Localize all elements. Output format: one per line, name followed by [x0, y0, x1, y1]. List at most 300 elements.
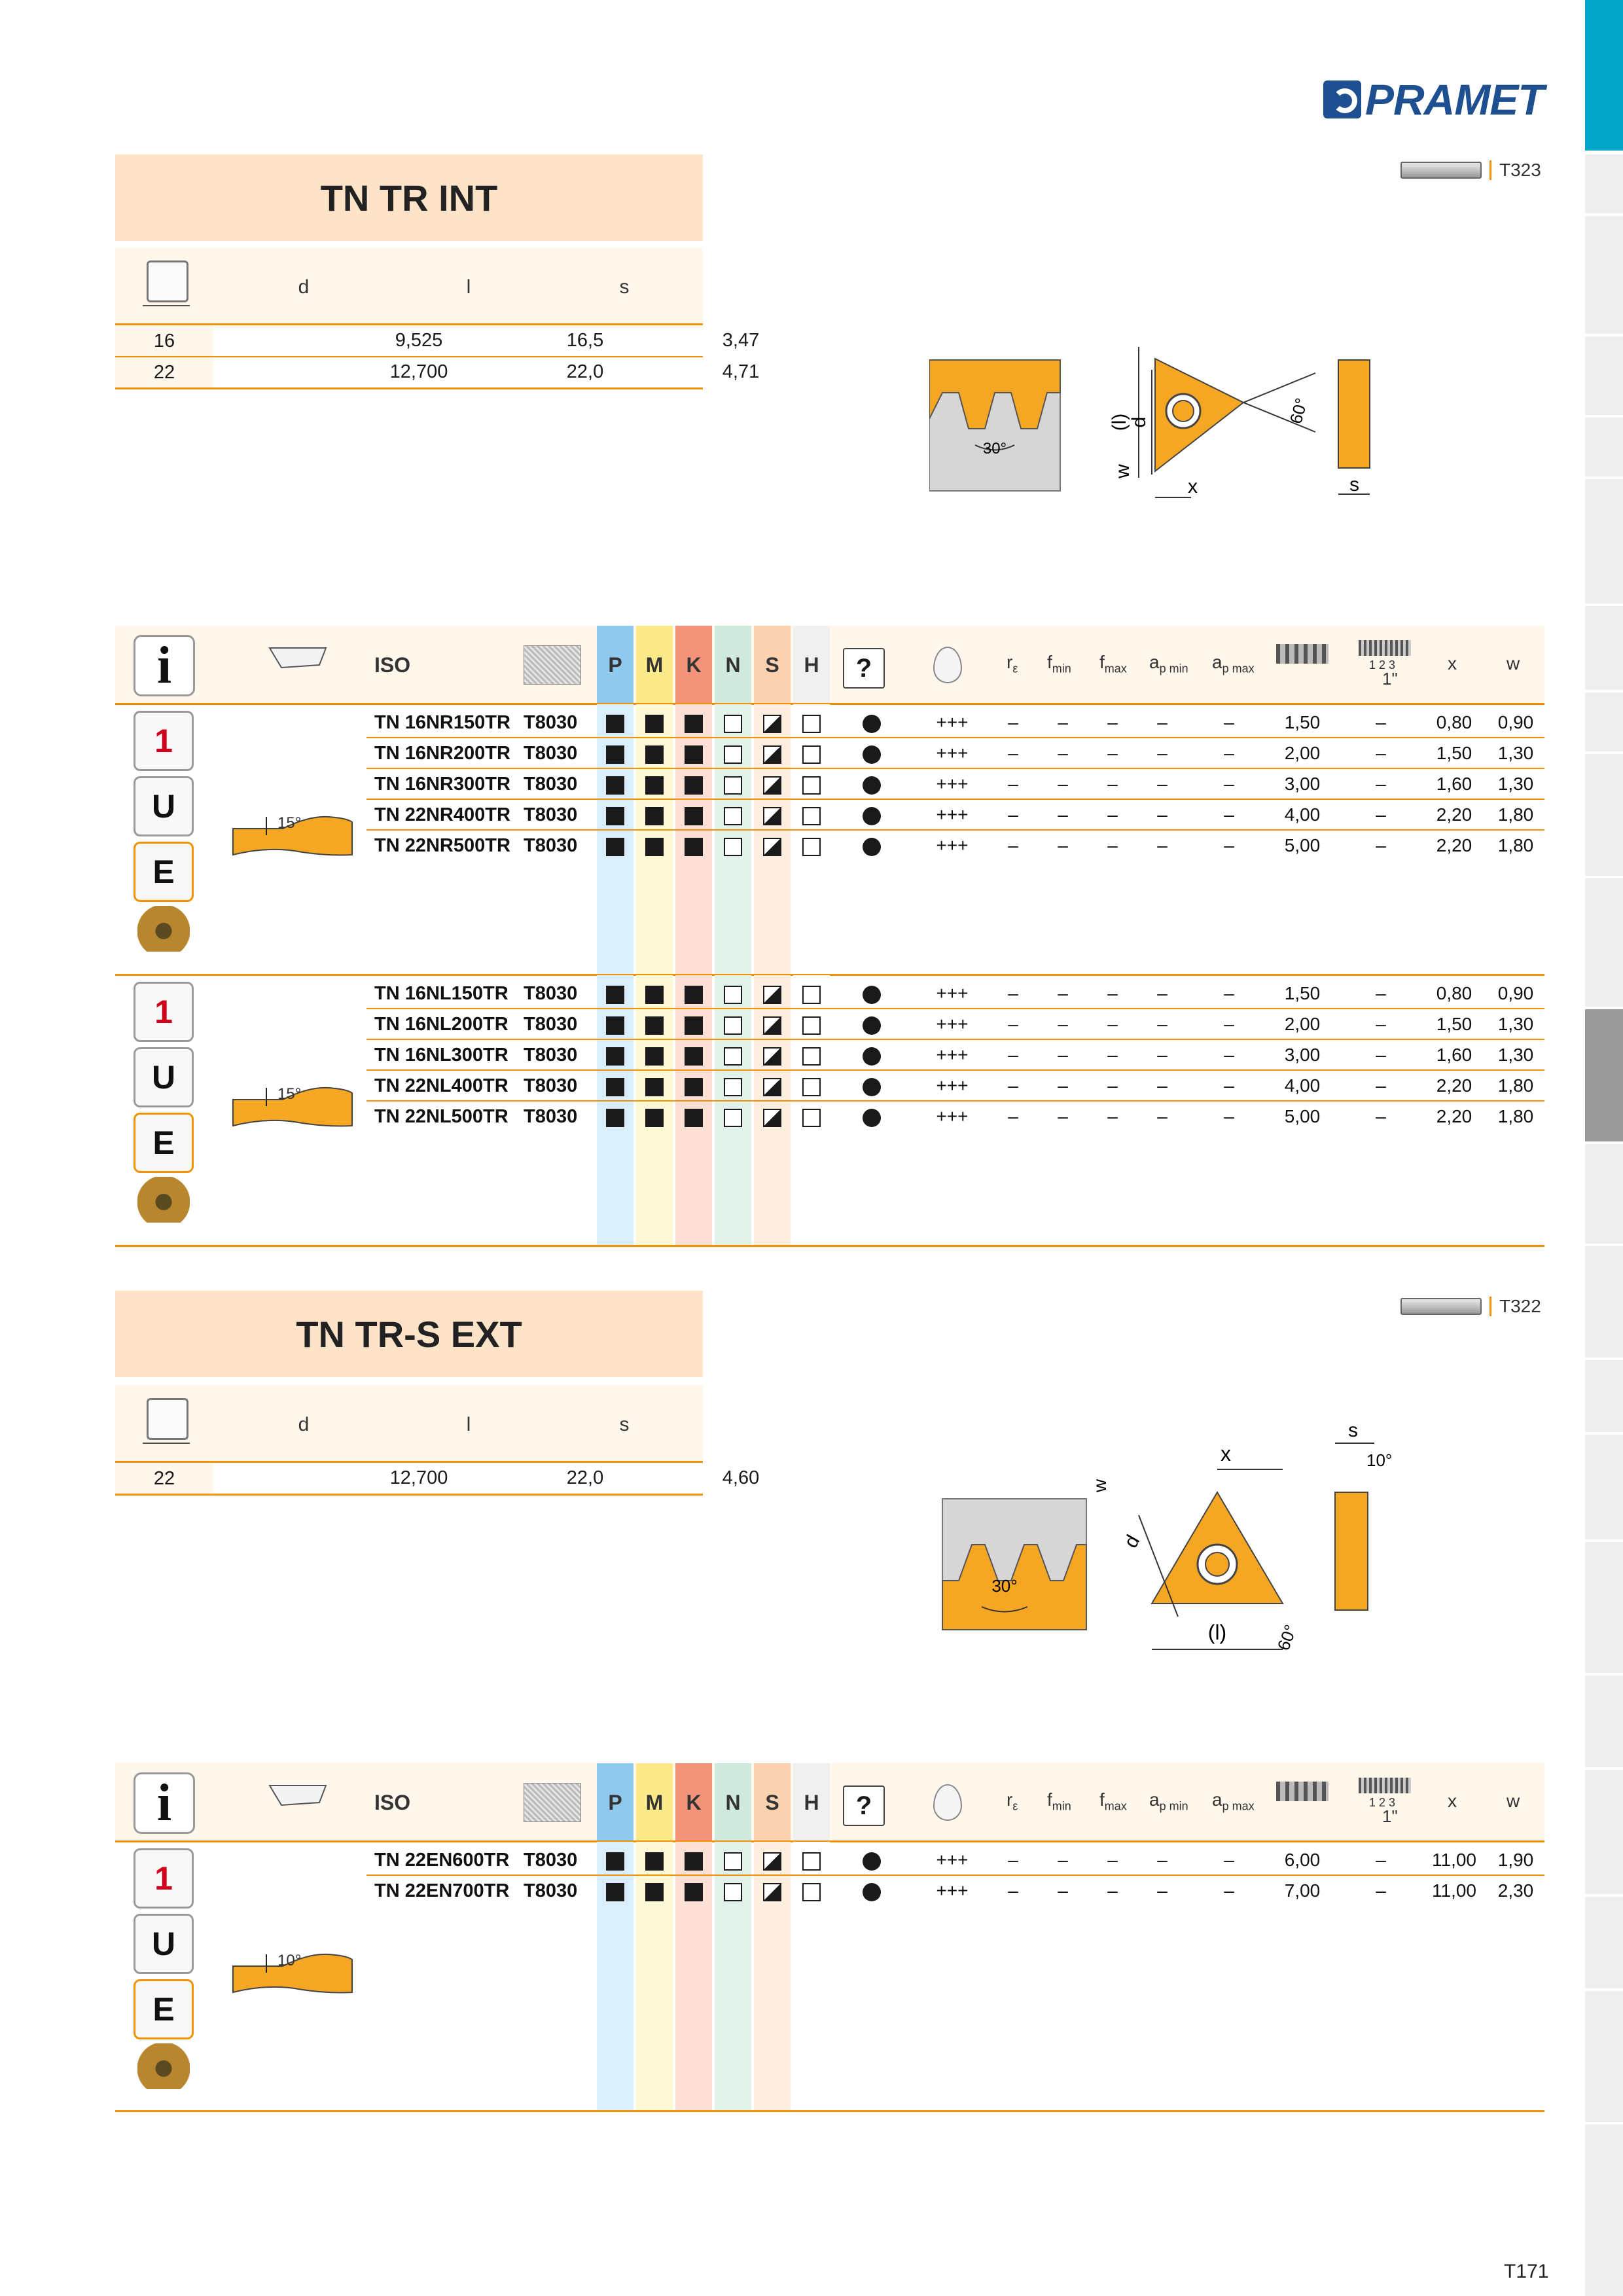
insert-geometry-diagram [929, 1414, 1400, 1676]
suitability-s-half [763, 776, 781, 795]
brand-name: PRAMET [1365, 75, 1544, 124]
apmin-header: $a_{p min}$ [1149, 652, 1188, 675]
param-fmax: – [1107, 1106, 1118, 1126]
row-divider [366, 798, 1544, 800]
tool-reference [1400, 1296, 1541, 1317]
suitability-k-full [685, 1852, 703, 1871]
side-tab[interactable] [1585, 1360, 1623, 1432]
suitability-n-empty [724, 1016, 742, 1035]
chipbreaker-dot [863, 776, 881, 795]
divider [115, 1461, 703, 1463]
badge-u: U [134, 776, 194, 836]
pitch-value: 1,50 [1284, 983, 1321, 1003]
insert-code[interactable]: TN 16NL150TR [374, 983, 508, 1004]
param-apmin: – [1157, 712, 1168, 732]
suitability-h-empty [802, 838, 821, 856]
tpi-value: – [1376, 835, 1386, 855]
pitch-value: 5,00 [1284, 1106, 1321, 1126]
suitability-n-empty [724, 715, 742, 733]
insert-code[interactable]: TN 22NR400TR [374, 804, 510, 825]
param-fmax: – [1107, 1850, 1118, 1870]
pitch-value: 2,00 [1284, 1014, 1321, 1034]
param-fmin: – [1058, 835, 1068, 855]
table-header-band [115, 1763, 1544, 1840]
ref-separator [1489, 160, 1491, 180]
param-apmax: – [1224, 835, 1234, 855]
x-header: x [1448, 1791, 1457, 1811]
grade-code[interactable]: T8030 [524, 712, 578, 733]
insert-code[interactable]: TN 22NR500TR [374, 835, 510, 856]
param-re: – [1008, 1106, 1018, 1126]
grade-code[interactable]: T8030 [524, 983, 578, 1004]
dim-row [115, 326, 760, 356]
tool-reference [1400, 160, 1541, 181]
tpi-value: – [1376, 1045, 1386, 1065]
badge-e: E [134, 1979, 194, 2039]
tpi-value: – [1376, 1075, 1386, 1096]
param-fmin: – [1058, 1850, 1068, 1870]
dim-row [115, 357, 760, 387]
tpi-inch: 1" [1382, 669, 1398, 689]
info-icon[interactable]: i [134, 1772, 195, 1834]
material-column-n [715, 1842, 751, 2110]
insert-profile-icon [268, 645, 327, 678]
insert-code[interactable]: TN 22NL500TR [374, 1106, 508, 1127]
apmin-subscript: p min [1159, 662, 1188, 675]
x-value: 2,20 [1436, 1106, 1472, 1126]
suitability-p-full [606, 1109, 624, 1127]
material-label-h: H [804, 653, 819, 677]
suitability-h-empty [802, 807, 821, 825]
thread-pitch-icon [1276, 644, 1329, 664]
suitability-s-half [763, 986, 781, 1004]
fmin-subscript: min [1052, 1799, 1071, 1813]
fmax-subscript: max [1104, 662, 1127, 675]
dim-d: 12,700 [389, 361, 448, 382]
suitability-s-half [763, 1016, 781, 1035]
suitability-m-full [645, 1109, 664, 1127]
param-re: – [1008, 983, 1018, 1003]
side-tab[interactable] [1585, 1542, 1623, 1673]
chipbreaker-dot [863, 1852, 881, 1871]
suitability-m-full [645, 986, 664, 1004]
w-value: 1,30 [1497, 1014, 1534, 1034]
grade-code[interactable]: T8030 [524, 1014, 578, 1035]
side-tab[interactable] [1585, 1897, 1623, 1988]
fmin-header: $f_{min}$ [1047, 652, 1071, 675]
suitability-h-empty [802, 745, 821, 764]
grade-code[interactable]: T8030 [524, 1075, 578, 1096]
insert-side-view [1338, 360, 1370, 468]
suitability-m-full [645, 1016, 664, 1035]
row-divider [366, 829, 1544, 831]
chipbreaker-dot [863, 838, 881, 856]
info-icon[interactable]: i [134, 635, 195, 696]
suitability-n-empty [724, 1047, 742, 1066]
turning-bar-icon [1400, 1298, 1482, 1315]
w-value: 0,90 [1497, 983, 1534, 1003]
side-tab[interactable] [1585, 418, 1623, 476]
param-fmax: – [1107, 712, 1118, 732]
label-l: (l) [1109, 413, 1130, 431]
chipbreaker-help-icon[interactable]: ? [843, 1785, 885, 1826]
material-column-p [597, 1842, 633, 2110]
coolant-level: +++ [936, 1075, 969, 1096]
side-tab-strip [1585, 0, 1623, 2296]
insert-code[interactable]: TN 16NR300TR [374, 774, 510, 795]
insert-code[interactable]: TN 22EN700TR [374, 1880, 510, 1901]
suitability-m-full [645, 715, 664, 733]
fmin-header: $f_{min}$ [1047, 1789, 1071, 1813]
grade-code[interactable]: T8030 [524, 1880, 578, 1901]
w-value: 1,30 [1497, 1045, 1534, 1065]
pitch-value: 3,00 [1284, 1045, 1321, 1065]
x-header: x [1448, 653, 1457, 673]
dim-header-l: l [466, 1414, 471, 1435]
tpi-value: – [1376, 804, 1386, 825]
suitability-h-empty [802, 1883, 821, 1901]
insert-code[interactable]: TN 22EN600TR [374, 1850, 510, 1871]
profile-angle-label: 15° [277, 814, 302, 832]
param-fmin: – [1058, 1880, 1068, 1901]
param-apmax: – [1224, 983, 1234, 1003]
boring-bar-icon [1400, 162, 1482, 179]
w-value: 1,80 [1497, 1106, 1534, 1126]
suitability-s-half [763, 1047, 781, 1066]
section-title: TN TR-S EXT [115, 1291, 703, 1377]
grade-code[interactable]: T8030 [524, 804, 578, 825]
suitability-p-full [606, 776, 624, 795]
ref-page: T322 [1499, 1296, 1541, 1316]
side-tab[interactable] [1585, 692, 1623, 751]
table-header-divider [115, 1840, 1544, 1842]
param-fmin: – [1058, 804, 1068, 825]
side-tab[interactable] [1585, 606, 1623, 690]
suitability-n-empty [724, 1109, 742, 1127]
profile-angle-label: 15° [277, 1085, 302, 1103]
x-value: 11,00 [1432, 1850, 1476, 1870]
tpi-value: – [1376, 1014, 1386, 1034]
param-apmin: – [1157, 774, 1168, 794]
param-apmin: – [1157, 1106, 1168, 1126]
material-label-m: M [645, 653, 664, 677]
param-fmax: – [1107, 835, 1118, 855]
apmin-header: $a_{p min}$ [1149, 1789, 1188, 1813]
coolant-level: +++ [936, 1850, 969, 1870]
insert-hole-inner [1205, 1552, 1229, 1576]
grade-texture-icon [524, 645, 581, 685]
row-divider [366, 1069, 1544, 1071]
ref-separator [1489, 1297, 1491, 1316]
side-tab[interactable] [1585, 1991, 1623, 2122]
param-apmin: – [1157, 743, 1168, 763]
grade-code[interactable]: T8030 [524, 1850, 578, 1871]
param-fmin: – [1058, 743, 1068, 763]
badge-u: U [134, 1914, 194, 1974]
side-tab[interactable] [1585, 0, 1623, 151]
badge-u: U [134, 1047, 194, 1107]
suitability-k-full [685, 715, 703, 733]
w-header: w [1507, 1791, 1520, 1811]
suitability-k-full [685, 1109, 703, 1127]
suitability-s-half [763, 715, 781, 733]
coolant-level: +++ [936, 835, 969, 855]
param-apmin: – [1157, 1850, 1168, 1870]
iso-header: ISO [374, 1791, 411, 1814]
side-tab[interactable] [1585, 216, 1623, 334]
suitability-k-full [685, 1078, 703, 1096]
label-s: s [1348, 1420, 1358, 1441]
param-re: – [1008, 1850, 1018, 1870]
side-tab[interactable] [1585, 2125, 1623, 2296]
divider [115, 1494, 703, 1496]
profile-angle-label: 10° [277, 1952, 302, 1969]
chipbreaker-dot [863, 986, 881, 1004]
insert-code[interactable]: TN 16NL300TR [374, 1045, 508, 1066]
label-s: s [1349, 474, 1359, 495]
insert-size-icon [147, 260, 188, 302]
row-divider [366, 768, 1544, 769]
suitability-m-full [645, 1883, 664, 1901]
param-apmax: – [1224, 1045, 1234, 1065]
suitability-p-full [606, 715, 624, 733]
badge-1: 1 [134, 711, 194, 771]
suitability-s-half [763, 1852, 781, 1871]
material-label-n: N [725, 1791, 741, 1814]
apmax-header: $a_{p max}$ [1212, 652, 1255, 675]
suitability-n-empty [724, 986, 742, 1004]
apmax-subscript: p max [1222, 1799, 1255, 1813]
suitability-k-full [685, 1016, 703, 1035]
divider [115, 387, 703, 389]
material-label-s: S [765, 1791, 779, 1814]
insert-photo [137, 906, 190, 952]
param-fmax: – [1107, 1880, 1118, 1901]
x-value: 0,80 [1436, 983, 1472, 1003]
w-value: 1,30 [1497, 774, 1534, 794]
grade-code[interactable]: T8030 [524, 1045, 578, 1066]
insert-size-dim-line [143, 1443, 190, 1444]
suitability-h-empty [802, 1852, 821, 1871]
insert-hole-inner [1173, 401, 1194, 422]
side-tab[interactable] [1585, 1676, 1623, 1767]
tpi-value: – [1376, 774, 1386, 794]
insert-photo [137, 2043, 190, 2089]
param-fmin: – [1058, 774, 1068, 794]
material-label-n: N [725, 653, 741, 677]
label-l: (l) [1207, 1621, 1227, 1644]
dim-header-s: s [619, 276, 630, 298]
suitability-h-empty [802, 776, 821, 795]
chipbreaker-dot [863, 715, 881, 733]
suitability-n-empty [724, 838, 742, 856]
iso-header: ISO [374, 653, 411, 677]
re-header: $r_\varepsilon$ [1007, 652, 1018, 675]
dim-s: 4,71 [722, 361, 760, 382]
param-re: – [1008, 1075, 1018, 1096]
material-column-m [636, 1842, 673, 2110]
pitch-value: 2,00 [1284, 743, 1321, 763]
dim-l: 22,0 [566, 361, 604, 382]
pitch-value: 3,00 [1284, 774, 1321, 794]
insert-code[interactable]: TN 22NL400TR [374, 1075, 508, 1096]
w-value: 0,90 [1497, 712, 1534, 732]
suitability-m-full [645, 1047, 664, 1066]
suitability-k-full [685, 807, 703, 825]
label-side-angle: 10° [1366, 1450, 1393, 1470]
param-apmax: – [1224, 1075, 1234, 1096]
page-number: T171 [1504, 2261, 1549, 2282]
suitability-h-empty [802, 1047, 821, 1066]
dim-size: 22 [115, 357, 213, 387]
side-tab[interactable] [1585, 1246, 1623, 1357]
apmin-subscript: p min [1159, 1799, 1188, 1813]
fmax-header: $f_{max}$ [1099, 652, 1127, 675]
suitability-s-half [763, 1883, 781, 1901]
chipbreaker-dot [863, 1109, 881, 1127]
dim-l: 16,5 [566, 330, 604, 351]
param-fmax: – [1107, 743, 1118, 763]
suitability-p-full [606, 807, 624, 825]
insert-code[interactable]: TN 16NR200TR [374, 743, 510, 764]
suitability-k-full [685, 745, 703, 764]
x-value: 11,00 [1432, 1880, 1476, 1901]
chipbreaker-dot [863, 1883, 881, 1901]
coolant-level: +++ [936, 1880, 969, 1901]
suitability-m-full [645, 838, 664, 856]
row-divider [366, 1100, 1544, 1102]
param-re: – [1008, 804, 1018, 825]
material-column-k [675, 1842, 712, 2110]
chipbreaker-dot [863, 1016, 881, 1035]
grade-code[interactable]: T8030 [524, 835, 578, 856]
side-tab[interactable] [1585, 1009, 1623, 1141]
side-tab[interactable] [1585, 754, 1623, 876]
group-divider [115, 974, 1544, 976]
param-fmin: – [1058, 983, 1068, 1003]
badge-e: E [134, 842, 194, 902]
dim-s: 4,60 [722, 1467, 760, 1488]
grade-code[interactable]: T8030 [524, 1106, 578, 1127]
label-tip-angle: 60° [1273, 1622, 1301, 1653]
suitability-m-full [645, 776, 664, 795]
suitability-h-empty [802, 715, 821, 733]
label-d: d [1120, 1531, 1145, 1552]
side-tab[interactable] [1585, 1435, 1623, 1539]
suitability-s-half [763, 1078, 781, 1096]
pramet-logo-mark [1323, 81, 1361, 118]
x-value: 0,80 [1436, 712, 1472, 732]
badge-1: 1 [134, 982, 194, 1042]
suitability-n-empty [724, 807, 742, 825]
chipbreaker-help-icon[interactable]: ? [843, 648, 885, 689]
side-tab[interactable] [1585, 479, 1623, 603]
param-apmin: – [1157, 804, 1168, 825]
param-re: – [1008, 712, 1018, 732]
side-tab[interactable] [1585, 878, 1623, 1007]
w-header: w [1507, 653, 1520, 673]
param-re: – [1008, 1880, 1018, 1901]
w-value: 1,30 [1497, 743, 1534, 763]
fmax-header: $f_{max}$ [1099, 1789, 1127, 1813]
param-apmin: – [1157, 1880, 1168, 1901]
param-fmin: – [1058, 712, 1068, 732]
param-re: – [1008, 1014, 1018, 1034]
dim-s: 3,47 [722, 330, 760, 351]
dim-header-d: d [298, 276, 310, 298]
insert-code[interactable]: TN 16NL200TR [374, 1014, 508, 1035]
x-value: 1,60 [1436, 1045, 1472, 1065]
suitability-h-empty [802, 986, 821, 1004]
coolant-level: +++ [936, 1106, 969, 1126]
side-tab[interactable] [1585, 1770, 1623, 1894]
angle-label: 30° [991, 1576, 1018, 1596]
param-apmax: – [1224, 774, 1234, 794]
label-x: x [1221, 1442, 1231, 1465]
param-apmin: – [1157, 1045, 1168, 1065]
material-label-k: K [686, 653, 702, 677]
x-value: 2,20 [1436, 804, 1472, 825]
tpi-value: – [1376, 1106, 1386, 1126]
dim-size: 16 [115, 326, 213, 356]
apmax-subscript: p max [1222, 662, 1255, 675]
coolant-level: +++ [936, 983, 969, 1003]
suitability-p-full [606, 986, 624, 1004]
suitability-k-full [685, 1883, 703, 1901]
suitability-m-full [645, 745, 664, 764]
chipbreaker-dot [863, 807, 881, 825]
re-header: $r_\varepsilon$ [1007, 1789, 1018, 1813]
param-fmin: – [1058, 1106, 1068, 1126]
grade-texture-icon [524, 1783, 581, 1822]
apmax-header: $a_{p max}$ [1212, 1789, 1255, 1813]
param-fmax: – [1107, 1014, 1118, 1034]
param-fmin: – [1058, 1045, 1068, 1065]
suitability-p-full [606, 838, 624, 856]
fmax-subscript: max [1104, 1799, 1127, 1813]
section-title: TN TR INT [115, 154, 703, 241]
material-column-h [793, 1842, 830, 2110]
material-label-p: P [608, 1791, 622, 1814]
suitability-s-half [763, 807, 781, 825]
param-apmax: – [1224, 804, 1234, 825]
suitability-m-full [645, 807, 664, 825]
tpi-icon [1359, 640, 1411, 656]
side-tab[interactable] [1585, 1144, 1623, 1244]
dim-header-l: l [466, 276, 471, 298]
dim-header-d: d [298, 1414, 310, 1435]
side-tab[interactable] [1585, 336, 1623, 415]
insert-side-view [1335, 1492, 1368, 1610]
param-apmax: – [1224, 712, 1234, 732]
dim-row [115, 1463, 760, 1494]
param-re: – [1008, 835, 1018, 855]
side-tab[interactable] [1585, 154, 1623, 213]
dimension-header [115, 247, 703, 323]
suitability-n-empty [724, 776, 742, 795]
pitch-value: 4,00 [1284, 1075, 1321, 1096]
suitability-k-full [685, 776, 703, 795]
group-divider [115, 2110, 1544, 2112]
chipbreaker-dot [863, 1047, 881, 1066]
grade-code[interactable]: T8030 [524, 743, 578, 764]
grade-code[interactable]: T8030 [524, 774, 578, 795]
insert-code[interactable]: TN 16NR150TR [374, 712, 510, 733]
w-value: 1,80 [1497, 835, 1534, 855]
chipbreaker-dot [863, 745, 881, 764]
param-fmax: – [1107, 1045, 1118, 1065]
x-value: 2,20 [1436, 835, 1472, 855]
